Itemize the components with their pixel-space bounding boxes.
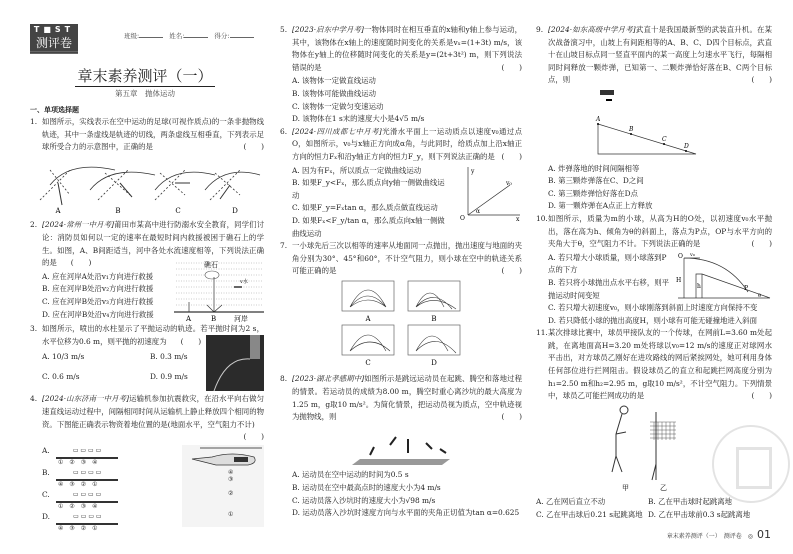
question-5: 5. [2023·启东中学月考]一物体同时在相互垂直的x轴和y轴上参与运动，其中，该物体在x轴上的速度随时间变化的关系是vₓ=(1+3t) m/s，该物体在y轴上的位移随时间变化的关系是y=(2t+3t²) m，则下列说法错误的是 ( ) <box>280 24 522 74</box>
question-11: 11. 某次排球比赛中，球员甲接队友的一个传球，在网前L=3.60 m处起跳，在离地面高H=3.20 m处将球以v₀=12 m/s的速度正对球网水平击出，对方球员乙刚好在进攻路线的网后紧挨网处，她可利用身体任何部位进行拦网阻击。假设球员乙的直立和起跳拦网高度分别为h₁=2.50 m和h₂=2.95 m，g取10 m/s²，不计空气阻力。下列情景中，球员乙可能拦网成功的是 ( ) <box>536 327 772 403</box>
q1-fig-b <box>90 172 155 190</box>
question-10: 10. 如图所示，质量为m的小球，从高为H的O处，以初速度v₀水平抛出，落在高为h、倾角为θ的斜面上，落点为P点，OP与水平方向的夹角大于θ，空气阻力不计。下列说法正确的是 ( ) <box>536 213 772 251</box>
q6-axes-figure <box>460 165 522 221</box>
q7-trajectory-figures <box>280 279 522 369</box>
rock-label: 礁石 <box>204 260 218 269</box>
answer-blank[interactable]: ( ) <box>501 266 522 276</box>
q5-option-d[interactable]: D. 该物体在1 s末的速度大小是4√5 m/s <box>292 114 425 124</box>
answer-blank[interactable]: ( ) <box>501 151 522 161</box>
section-heading: 一、单项选择题 <box>30 106 79 114</box>
name-label: 姓名: <box>169 32 185 40</box>
svg-text:B: B <box>431 314 437 323</box>
q6-option-b[interactable]: B. 如果F_y<Fₓ，那么质点向y轴一侧做曲线运动 <box>292 178 445 200</box>
page-title: 章末素养测评（一） <box>75 66 215 87</box>
svg-text:O: O <box>678 252 683 260</box>
watermark-seal <box>712 425 790 503</box>
svg-text:C: C <box>662 135 667 143</box>
page-footer: 章末素养测评（一） 测评卷 ◎ 01 <box>666 528 771 541</box>
q5-option-a[interactable]: A. 该物体一定做直线运动 <box>292 76 376 86</box>
svg-text:v₀: v₀ <box>506 179 512 187</box>
q10-option-d[interactable]: D. 若只降低小球的抛出高度H，则小球有可能无碰撞地进入斜面 <box>548 315 757 325</box>
q4-option-b[interactable]: B. ▭ ▭ ▭ ▭ ④ ③ ② ① <box>42 467 118 489</box>
water-jet-photo <box>206 335 264 391</box>
q2-river-figure <box>174 257 264 325</box>
answer-blank[interactable]: ( ) <box>751 391 772 401</box>
q2-option-a[interactable]: A. 应在河岸A处沿v₁方向进行救援 <box>42 271 154 281</box>
q1-label-a: A <box>55 206 61 215</box>
q4-option-d[interactable]: D. ▭ ▭ ▭ ▭ ④ ③ ② ① <box>42 511 118 533</box>
q8-option-d[interactable]: D. 运动员落入沙坑时速度方向与水平面的夹角正切值为tan α=0.625 <box>292 508 520 518</box>
helicopter-icon <box>600 90 614 95</box>
q1-fig-c <box>155 172 215 190</box>
q2-option-b[interactable]: B. 应在河岸B处沿v₂方向进行救援 <box>42 284 154 294</box>
svg-text:θ: θ <box>758 292 762 299</box>
svg-text:y: y <box>471 167 475 175</box>
player-a-label: 甲 <box>622 483 629 492</box>
class-label: 班级: <box>124 32 140 40</box>
answer-blank[interactable]: ( ) <box>243 142 264 152</box>
svg-text:河岸: 河岸 <box>234 314 248 323</box>
q5-option-b[interactable]: B. 该物体可能做曲线运动 <box>292 88 377 98</box>
page-subtitle: 第五章 抛体运动 <box>115 89 175 98</box>
svg-text:B: B <box>211 314 217 323</box>
q7-option-c-box <box>342 325 394 355</box>
helicopter-figure: ④ ③ ② ① <box>182 445 264 527</box>
q1-fig-a <box>50 167 115 185</box>
question-2: 2. [2024·常州一中月考]莆田市某高中进行防溺水安全教育，同学们讨论：消防员如何以一定的速率在最短时间内救援被困于礁石上的学生。如图，A、B间距适当，河中各处水流速度相等，下列说法正确的是 ( ) <box>30 220 264 268</box>
question-8: 8. [2023·湖北孝感期中]如图所示是跳远运动员在起跳、腾空和落地过程的情景。若运动员的成绩为8.00 m，腾空时重心离沙坑的最大高度为1.25 m，g取10 m/s²。为简化情景，把运动员视为质点，空中轨迹视为抛物线，则 ( ) <box>280 373 522 423</box>
q11-option-c[interactable]: C. 乙在甲击球后0.21 s起跳离地 <box>536 510 643 520</box>
q4-options <box>42 445 118 533</box>
answer-blank[interactable]: ( ) <box>501 412 522 422</box>
q1-label-c: C <box>175 206 181 215</box>
q4-option-c[interactable]: C. ▭ ▭ ▭ ▭ ① ② ③ ④ <box>42 489 118 511</box>
column-1 <box>30 116 264 535</box>
q9-option-c[interactable]: C. 第三颗炸弹恰好落在D点 <box>548 188 638 198</box>
answer-blank[interactable]: ( ) <box>751 239 772 249</box>
q4-option-a[interactable]: A. ▭ ▭ ▭ ▭ ① ② ③ ④ <box>42 445 118 467</box>
q9-option-d[interactable]: D. 第一颗炸弹在A点正上方释放 <box>548 201 653 211</box>
q8-option-a[interactable]: A. 运动员在空中运动的时间为0.5 s <box>292 470 409 480</box>
q1-label-b: B <box>115 206 121 215</box>
column-2 <box>280 24 522 520</box>
q10-incline-figure <box>676 252 772 300</box>
student-info <box>124 30 254 43</box>
question-7: 7. 一小球先后三次以相等的速率从地面同一点抛出，抛出速度与地面的夹角分别为30°、45°和60°，不计空气阻力，则小球在空中的轨迹关系可能正确的是 ( ) <box>280 240 522 278</box>
question-1: 1. 如图所示，实线表示在空中运动的足球(可视作质点)的一条非抛物线轨迹，其中一条虚线是轨迹的切线，两条虚线互相垂直，下列表示足球所受合力的示意图中，正确的是 ( ) <box>30 116 264 154</box>
q9-option-b[interactable]: B. 第三颗炸弹落在C、D之间 <box>548 176 644 186</box>
q10-option-c[interactable]: C. 若只增大初速度v₀，则小球刚落到斜面上时速度方向保持不变 <box>548 303 758 313</box>
rock-icon <box>205 271 219 279</box>
svg-text:H: H <box>676 276 682 284</box>
svg-text:O: O <box>460 214 465 221</box>
q3-option-b[interactable]: B. 0.3 m/s <box>150 352 188 362</box>
q6-option-a[interactable]: A. 因为有Fₓ，所以质点一定做曲线运动 <box>292 165 422 175</box>
q10-option-b[interactable]: B. 若只将小球抛出点水平右移，则平抛运动时间变短 <box>548 277 669 300</box>
svg-text:D: D <box>431 358 437 367</box>
score-field[interactable] <box>230 37 254 38</box>
svg-text:v水: v水 <box>240 278 248 285</box>
q8-option-c[interactable]: C. 运动员落入沙坑时的速度大小为√98 m/s <box>292 495 436 505</box>
q1-label-d: D <box>232 206 238 215</box>
svg-text:v₀: v₀ <box>690 251 695 258</box>
q3-option-c[interactable]: C. 0.6 m/s <box>42 372 80 382</box>
test-logo: T■ST 测评卷 <box>30 24 78 54</box>
score-label: 得分: <box>214 32 230 40</box>
q3-option-d[interactable]: D. 0.9 m/s <box>150 372 188 382</box>
q11-option-d[interactable]: D. 乙在甲击球前0.3 s起跳离地 <box>648 510 751 520</box>
q9-slope-figure <box>536 88 772 158</box>
svg-text:A: A <box>186 314 192 323</box>
svg-text:D: D <box>684 142 689 150</box>
q6-option-c[interactable]: C. 如果F_y=Fₓtan α，那么质点做直线运动 <box>292 203 438 213</box>
svg-text:P: P <box>744 284 749 292</box>
svg-text:A: A <box>365 314 371 323</box>
page-number: 01 <box>757 528 771 541</box>
answer-blank[interactable]: ( ) <box>243 432 264 442</box>
player-b-label: 乙 <box>660 483 667 492</box>
q10-option-a[interactable]: A. 若只增大小球质量，则小球落到P点的下方 <box>548 252 667 275</box>
page-icon: ◎ <box>747 533 753 540</box>
question-9: 9. [2024·如东高级中学月考]武直十是我国最新型的武装直升机。在某次战备演习中，山坡上有间距相等的A、B、C、D四个目标点，武直十在山坡目标点同一竖直平面内的某一高度上匀速水平飞行，每隔相同时间释放一颗炸弹，已知第一、二颗炸弹恰好落在B、C两个目标点，则 ( ) <box>536 24 772 87</box>
q3-option-a[interactable]: A. 10/3 m/s <box>42 352 85 362</box>
svg-text:B: B <box>629 125 634 133</box>
answer-blank[interactable]: ( ) <box>751 75 772 85</box>
answer-blank[interactable]: ( ) <box>501 62 522 72</box>
q2-option-d[interactable]: D. 应在河岸B处沿v₄方向进行救援 <box>42 309 154 319</box>
q2-option-c[interactable]: C. 应在河岸B处沿v₃方向进行救援 <box>42 296 154 306</box>
long-jump-figure <box>280 425 522 465</box>
q6-option-d[interactable]: D. 如果Fₓ<F_y/tan α，那么质点向x轴一侧做曲线运动 <box>292 215 445 238</box>
q1-figures <box>30 155 264 215</box>
svg-text:x: x <box>516 215 520 221</box>
question-3: 3. 如图所示，喷出的水柱显示了平抛运动的轨迹。若平抛时间为2 s，水平位移为0.6 m，则平抛的初速度为 ( ) <box>30 324 264 346</box>
q11-option-a[interactable]: A. 乙在网后直立不动 <box>536 497 606 507</box>
q5-option-c[interactable]: C. 该物体一定做匀变速运动 <box>292 101 384 111</box>
q7-option-d-box <box>408 325 460 355</box>
question-6: 6. [2024·四川成都七中月考]光滑水平面上一运动质点以速度v₀通过点O，如图所示，v₀与x轴正方向成α角，与此同时，给质点加上沿x轴正方向的恒力Fₓ和沿y轴正方向的恒力F_y，则下列说法正确的是 ( ) <box>280 126 522 164</box>
q11-option-b[interactable]: B. 乙在甲击球时起跳离地 <box>648 497 733 507</box>
svg-text:C: C <box>365 358 371 367</box>
svg-text:A: A <box>596 115 601 123</box>
q9-option-a[interactable]: A. 炸弹落地的时间间隔相等 <box>548 163 640 173</box>
name-field[interactable] <box>184 37 208 38</box>
question-4: 4. [2024·山东济南一中月考]运输机参加抗震救灾，在沿水平向右做匀速直线运动过程中，间隔相同时间从运输机上静止释放四个相同的物资。下图能正确表示物资着地位置的是(地面水平，空气阻力不计) ( ) <box>30 393 264 443</box>
svg-text:α: α <box>476 207 481 215</box>
svg-text:h: h <box>697 282 701 290</box>
answer-blank[interactable]: ( ) <box>180 336 202 346</box>
class-field[interactable] <box>139 37 163 38</box>
answer-blank[interactable]: ( ) <box>70 258 92 268</box>
q8-option-b[interactable]: B. 运动员在空中最高点时的速度大小为4 m/s <box>292 483 441 493</box>
helicopter-icon <box>182 445 264 475</box>
